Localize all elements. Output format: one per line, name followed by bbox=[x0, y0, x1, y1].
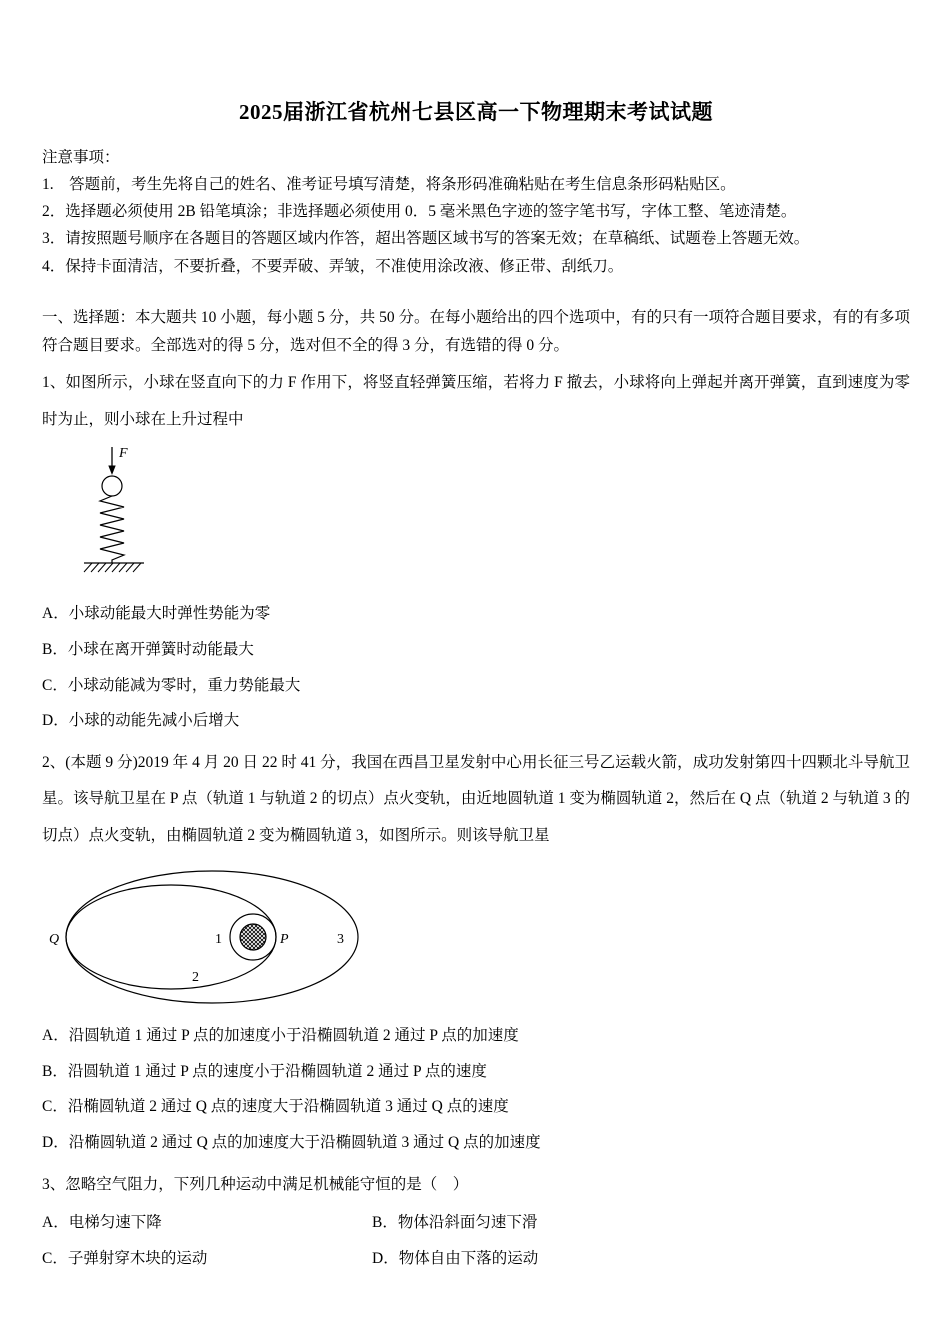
question-2-figure bbox=[44, 862, 910, 1012]
notice-item-2: 2．选择题必须使用 2B 铅笔填涂；非选择题必须使用 0．5 毫米黑色字迹的签字笔书写，字体工整、笔迹清楚。 bbox=[42, 203, 797, 221]
question-1-stem: 1、如图所示，小球在竖直向下的力 F 作用下，将竖直轻弹簧压缩，若将力 F 撤去，小球将向上弹起并离开弹簧，直到速度为零时为止，则小球在上升过程中 bbox=[42, 374, 910, 428]
question-2-option-a: A．沿圆轨道 1 通过 P 点的加速度小于沿椭圆轨道 2 通过 P 点的加速度 bbox=[42, 1027, 519, 1045]
question-3-option-c: C．子弹射穿木块的运动 bbox=[42, 1249, 208, 1267]
notice-item-4: 4．保持卡面清洁，不要折叠，不要弄破、弄皱，不准使用涂改液、修正带、刮纸刀。 bbox=[42, 257, 624, 275]
question-3-option-d: D．物体自由下落的运动 bbox=[372, 1249, 539, 1267]
orbit-3-label: 3 bbox=[337, 932, 344, 948]
question-1-option-a: A．小球动能最大时弹性势能为零 bbox=[42, 605, 271, 623]
question-1-option-b: B．小球在离开弹簧时动能最大 bbox=[42, 640, 254, 658]
question-3-option-a: A．电梯匀速下降 bbox=[42, 1214, 162, 1232]
satellite-orbits-figure bbox=[44, 862, 384, 1012]
spring-coil bbox=[100, 496, 124, 563]
question-2-stem: 2、(本题 9 分)2019 年 4 月 20 日 22 时 41 分，我国在西昌卫星发射中心用长征三号乙运载火箭，成功发射第四十四颗北斗导航卫星。该导航卫星在 P 点（轨道 1 与轨道 2 的切点）点火变轨，由近地圆轨道 1 变为椭圆轨道 2，然后在 Q 点（轨道 2 与轨道 3 的切点）点火变轨，由椭圆轨道 2 变为椭圆轨道 3，如图所示。则该导航卫星 bbox=[42, 753, 910, 844]
earth-shape bbox=[240, 924, 266, 950]
question-1-option-c: C．小球动能减为零时，重力势能最大 bbox=[42, 676, 301, 694]
question-1-options bbox=[42, 596, 910, 739]
question-3-option-b: B．物体沿斜面匀速下滑 bbox=[372, 1214, 538, 1232]
orbit-point-q-label: Q bbox=[49, 932, 60, 948]
question-3 bbox=[42, 1167, 910, 1277]
ground-hatching bbox=[84, 563, 141, 572]
question-2-options bbox=[42, 1018, 910, 1161]
orbit-1-label: 1 bbox=[215, 932, 222, 948]
question-2-option-d: D．沿椭圆轨道 2 通过 Q 点的加速度大于沿椭圆轨道 3 通过 Q 点的加速度 bbox=[42, 1134, 541, 1151]
notice-section bbox=[42, 144, 910, 280]
force-arrow-head bbox=[108, 466, 115, 476]
notice-item-1: 1. 答题前，考生先将自己的姓名、准考证号填写清楚，将条形码准确粘贴在考生信息条形码粘贴区。 bbox=[42, 176, 736, 194]
notice-item-3: 3．请按照题号顺序在各题目的答题区域内作答，超出答题区域书写的答案无效；在草稿纸、试题卷上答题无效。 bbox=[42, 230, 810, 248]
question-2-option-c: C．沿椭圆轨道 2 通过 Q 点的速度大于沿椭圆轨道 3 通过 Q 点的速度 bbox=[42, 1098, 509, 1116]
question-1-figure bbox=[80, 442, 910, 584]
force-label: F bbox=[119, 446, 128, 462]
question-1 bbox=[42, 365, 910, 738]
orbit-2-label: 2 bbox=[192, 970, 199, 986]
page-title: 2025届浙江省杭州七县区高一下物理期末考试试题 bbox=[239, 100, 713, 124]
section-one-heading: 一、选择题：本大题共 10 小题，每小题 5 分，共 50 分。在每小题给出的四个选项中，有的只有一项符合题目要求，有的有多项符合题目要求。全部选对的得 5 分，选对但不全的得 3 分，有选错的得 0 分。 bbox=[42, 308, 911, 354]
question-3-stem: 3、忽略空气阻力，下列几种运动中满足机械能守恒的是（ ） bbox=[42, 1175, 469, 1193]
ball-shape bbox=[102, 476, 122, 496]
orbit-point-p-label: P bbox=[280, 932, 289, 948]
question-1-option-d: D．小球的动能先减小后增大 bbox=[42, 712, 240, 730]
notice-heading: 注意事项： bbox=[42, 149, 120, 166]
spring-ball-figure bbox=[80, 442, 190, 584]
question-3-options bbox=[42, 1205, 910, 1276]
orbit-3-ellipse bbox=[66, 871, 358, 1003]
question-2 bbox=[42, 745, 910, 1161]
question-2-option-b: B．沿圆轨道 1 通过 P 点的速度小于沿椭圆轨道 2 通过 P 点的速度 bbox=[42, 1062, 487, 1080]
